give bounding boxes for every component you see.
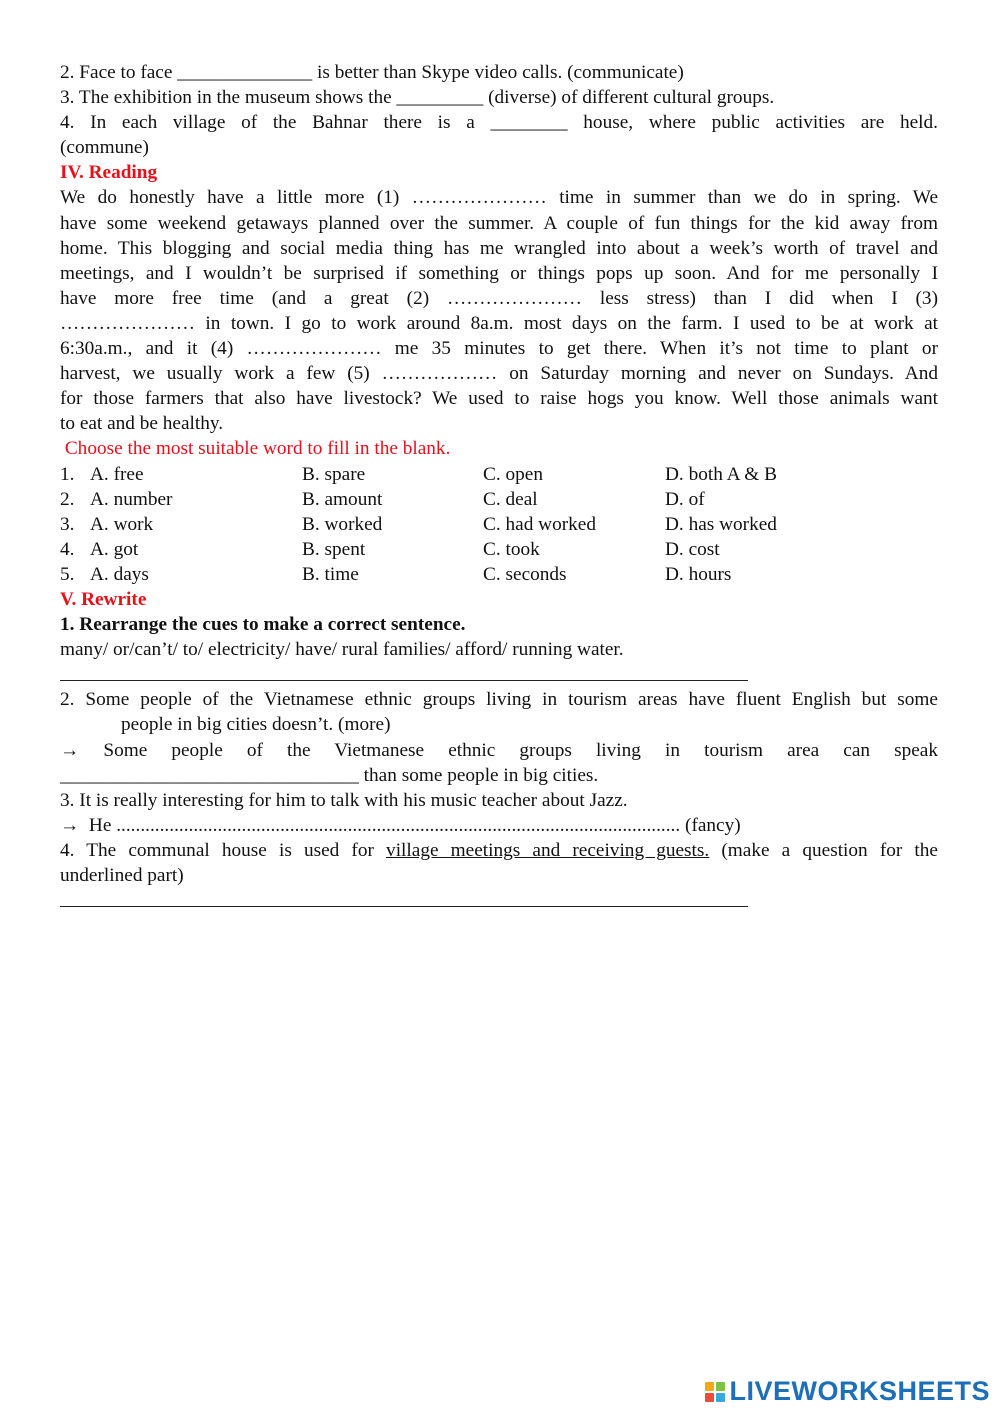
question-row-3 <box>60 512 938 537</box>
question-number: 5. <box>60 563 75 585</box>
question-number: 2. <box>60 488 75 510</box>
option-d[interactable]: D. has worked <box>665 513 777 535</box>
rewrite-q2-answer-blank[interactable]: _______________________________ than some people in big cities. <box>60 764 599 786</box>
passage-line: ………………… in town. I go to work around 8a.m. most days on the farm. I used to be at work at <box>60 312 938 334</box>
option-d[interactable]: D. of <box>665 488 705 510</box>
passage-line: We do honestly have a little more (1) ………………… time in summer than we do in spring. We <box>60 187 938 209</box>
rewrite-q4-prefix: 4. The communal house is used for <box>60 839 387 861</box>
answer-line[interactable] <box>60 888 938 913</box>
answer-line[interactable] <box>60 662 938 687</box>
option-c[interactable]: C. took <box>483 538 540 560</box>
option-a[interactable]: A. work <box>90 513 154 535</box>
question-row-4 <box>60 537 938 562</box>
passage-line: have more free time (and a great (2) ………………… less stress) than I did when I (3) <box>60 287 938 309</box>
logo-square <box>705 1382 714 1391</box>
option-b[interactable]: B. time <box>302 563 359 585</box>
passage-line: for those farmers that also have livestock? We used to raise hogs you know. Well those animals want <box>60 388 938 410</box>
option-c[interactable]: C. open <box>483 463 543 485</box>
exercise-item-4-cue: (commune) <box>60 137 149 159</box>
question-row-1 <box>60 462 938 487</box>
rewrite-q2: 2. Some people of the Vietnamese ethnic groups living in tourism areas have fluent English but some <box>60 689 938 711</box>
option-c[interactable]: C. had worked <box>483 513 596 535</box>
option-b[interactable]: B. spent <box>302 538 366 560</box>
rewrite-cues: many/ or/can’t/ to/ electricity/ have/ rural families/ afford/ running water. <box>60 639 624 661</box>
reading-instruction: Choose the most suitable word to fill in the blank. <box>60 438 451 460</box>
rewrite-q4-suffix: (make a question for the <box>709 839 938 861</box>
passage-line: to eat and be healthy. <box>60 413 224 435</box>
rewrite-q2-cont: people in big cities doesn’t. (more) <box>121 714 391 736</box>
logo-square <box>716 1382 725 1391</box>
question-number: 3. <box>60 513 75 535</box>
option-d[interactable]: D. cost <box>665 538 720 560</box>
option-a[interactable]: A. number <box>90 488 173 510</box>
option-b[interactable]: B. spare <box>302 463 366 485</box>
option-d[interactable]: D. hours <box>665 563 732 585</box>
option-b[interactable]: B. amount <box>302 488 383 510</box>
rewrite-q3: 3. It is really interesting for him to talk with his music teacher about Jazz. <box>60 789 628 811</box>
reading-heading: IV. Reading <box>60 162 158 184</box>
option-b[interactable]: B. worked <box>302 513 383 535</box>
option-a[interactable]: A. got <box>90 538 139 560</box>
rewrite-heading: V. Rewrite <box>60 588 147 610</box>
option-d[interactable]: D. both A & B <box>665 463 777 485</box>
logo-text: LIVEWORKSHEETS <box>729 1376 990 1406</box>
logo-mark-icon <box>705 1382 725 1402</box>
rewrite-q4-underlined: village meetings and receiving guests. <box>386 839 710 861</box>
option-a[interactable]: A. free <box>90 463 144 485</box>
worksheet-page <box>60 60 938 913</box>
logo-square <box>705 1393 714 1402</box>
question-number: 1. <box>60 463 75 485</box>
rewrite-q3-answer[interactable]: → He ..................................................................................................................... (fancy) <box>60 814 741 836</box>
exercise-item-4: 4. In each village of the Bahnar there is a ________ house, where public activities are held. <box>60 112 938 134</box>
passage-line: have some weekend getaways planned over the summer. A couple of fun things for the kid away from <box>60 212 938 234</box>
logo-square <box>716 1393 725 1402</box>
passage-line: meetings, and I wouldn’t be surprised if something or things pops up soon. And for me personally I <box>60 262 938 284</box>
exercise-item-3: 3. The exhibition in the museum shows the _________ (diverse) of different cultural groups. <box>60 87 775 109</box>
question-row-5 <box>60 562 938 587</box>
rewrite-q4-cont: underlined part) <box>60 865 184 886</box>
exercise-item-2: 2. Face to face ______________ is better than Skype video calls. (communicate) <box>60 62 684 83</box>
liveworksheets-logo <box>705 1376 990 1407</box>
passage-line: 6:30a.m., and it (4) ………………… me 35 minutes to get there. When it’s not time to plant or <box>60 338 938 360</box>
rewrite-subheading-1: 1. Rearrange the cues to make a correct sentence. <box>60 614 466 636</box>
option-c[interactable]: C. seconds <box>483 563 567 585</box>
question-row-2 <box>60 487 938 512</box>
reading-passage <box>60 185 938 436</box>
option-c[interactable]: C. deal <box>483 488 538 510</box>
passage-line: home. This blogging and social media thing has me wrangled into about a week’s worth of travel and <box>60 237 938 259</box>
question-number: 4. <box>60 538 75 560</box>
rewrite-q4 <box>60 838 938 863</box>
option-a[interactable]: A. days <box>90 563 149 585</box>
passage-line: harvest, we usually work a few (5) ……………… on Saturday morning and never on Sundays. And <box>60 363 938 385</box>
rewrite-q2-answer: → Some people of the Vietmanese ethnic groups living in tourism area can speak <box>60 739 938 761</box>
